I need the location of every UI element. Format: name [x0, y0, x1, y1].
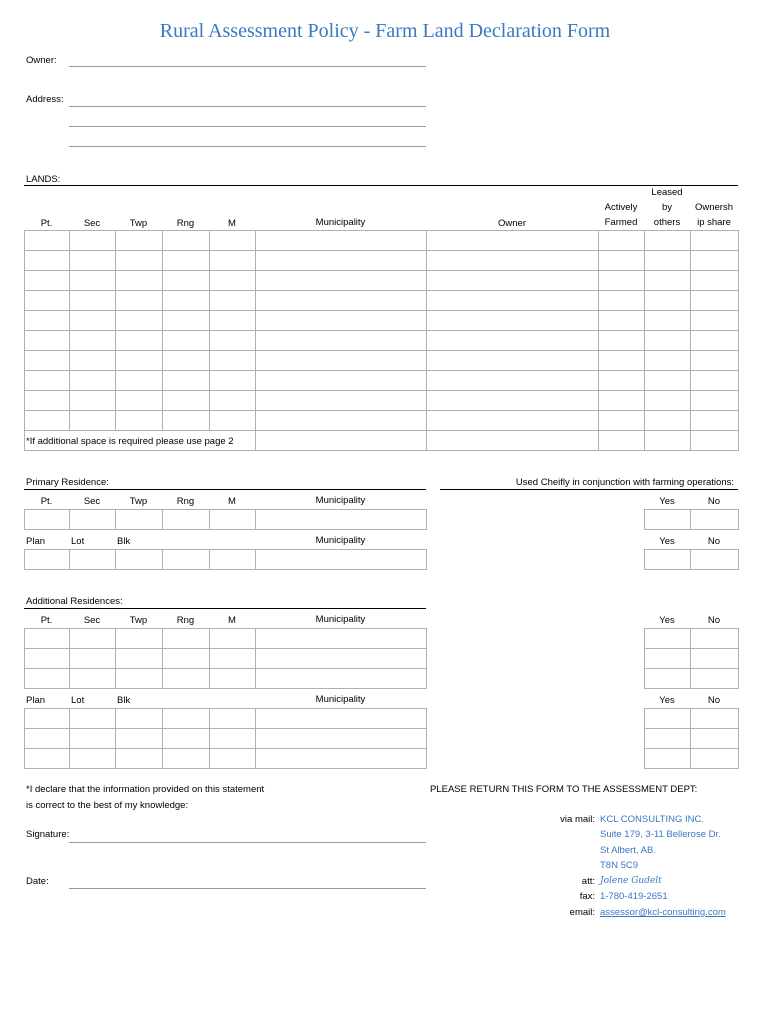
col-twp: Twp	[129, 218, 148, 229]
table-cell[interactable]	[256, 351, 427, 371]
no-cell[interactable]	[691, 749, 739, 769]
table-cell[interactable]	[70, 510, 116, 530]
table-cell[interactable]	[163, 411, 210, 431]
table-cell[interactable]	[691, 431, 739, 451]
table-row[interactable]	[25, 411, 739, 431]
residence-col-header: Sec	[83, 496, 101, 507]
primary-residence-label: Primary Residence:	[26, 477, 109, 488]
residence-col-header: Blk	[117, 695, 131, 706]
table-cell[interactable]	[691, 271, 739, 291]
table-cell[interactable]	[427, 311, 599, 331]
additional-rule	[24, 608, 426, 609]
company-address-1: Suite 179, 3-11 Bellerose Dr.	[600, 829, 721, 840]
table-row[interactable]	[645, 629, 739, 649]
residence-col-yes: Yes	[659, 536, 675, 547]
table-cell[interactable]	[210, 709, 256, 729]
additional-residences-label: Additional Residences:	[26, 596, 123, 607]
table-cell[interactable]	[116, 271, 163, 291]
residence-col-yes: Yes	[659, 496, 675, 507]
table-cell[interactable]	[163, 749, 210, 769]
table-row[interactable]	[25, 669, 427, 689]
table-cell[interactable]	[70, 331, 116, 351]
return-heading: PLEASE RETURN THIS FORM TO THE ASSESSMENT DEPT:	[430, 784, 698, 795]
residence-col-header: Plan	[26, 536, 46, 547]
table-cell[interactable]	[427, 431, 599, 451]
table-cell[interactable]	[210, 271, 256, 291]
table-cell[interactable]	[116, 291, 163, 311]
no-cell[interactable]	[691, 629, 739, 649]
table-cell[interactable]	[70, 411, 116, 431]
table-cell[interactable]	[599, 331, 645, 351]
residence-col-header: Lot	[71, 536, 85, 547]
farming-use-grid[interactable]	[644, 708, 739, 769]
table-cell[interactable]	[25, 391, 70, 411]
table-cell[interactable]	[116, 411, 163, 431]
col-leased-2: by	[661, 202, 673, 213]
table-cell[interactable]	[163, 649, 210, 669]
col-sec: Sec	[83, 218, 101, 229]
table-row[interactable]	[25, 550, 427, 570]
table-cell[interactable]	[163, 231, 210, 251]
table-cell[interactable]	[427, 411, 599, 431]
table-cell[interactable]	[645, 411, 691, 431]
residence-col-municipality: Municipality	[315, 694, 366, 705]
table-row[interactable]	[25, 391, 739, 411]
residence-col-municipality: Municipality	[315, 535, 366, 546]
table-cell[interactable]	[116, 351, 163, 371]
table-cell[interactable]	[70, 749, 116, 769]
table-cell[interactable]	[70, 291, 116, 311]
table-row[interactable]	[25, 231, 739, 251]
col-owner: Owner	[498, 218, 526, 229]
table-row[interactable]	[25, 649, 427, 669]
table-cell[interactable]	[70, 351, 116, 371]
farming-use-grid[interactable]	[644, 628, 739, 689]
table-cell[interactable]	[116, 311, 163, 331]
address-field-line-1[interactable]	[69, 106, 426, 107]
table-cell[interactable]	[691, 351, 739, 371]
yes-cell[interactable]	[645, 729, 691, 749]
table-cell[interactable]	[256, 391, 427, 411]
col-leased-1: Leased	[651, 187, 683, 198]
table-cell[interactable]	[116, 709, 163, 729]
table-cell[interactable]	[645, 351, 691, 371]
table-cell[interactable]	[645, 231, 691, 251]
table-cell[interactable]	[210, 510, 256, 530]
residence-col-header: Rng	[176, 615, 195, 626]
col-pt: Pt.	[40, 218, 53, 229]
table-cell[interactable]	[427, 271, 599, 291]
table-cell[interactable]	[70, 649, 116, 669]
address-field-line-2[interactable]	[69, 126, 426, 127]
table-cell[interactable]	[256, 251, 427, 271]
table-cell[interactable]	[599, 431, 645, 451]
table-row[interactable]	[645, 510, 739, 530]
table-cell[interactable]	[256, 331, 427, 351]
col-actively-1: Actively	[604, 202, 638, 213]
table-cell[interactable]	[163, 331, 210, 351]
no-cell[interactable]	[691, 510, 739, 530]
date-label: Date:	[26, 876, 49, 887]
table-cell[interactable]	[25, 510, 70, 530]
residence-col-municipality: Municipality	[315, 614, 366, 625]
table-cell[interactable]	[116, 331, 163, 351]
table-row[interactable]	[25, 251, 739, 271]
table-cell[interactable]	[599, 271, 645, 291]
table-cell[interactable]	[210, 391, 256, 411]
table-cell[interactable]	[70, 251, 116, 271]
table-cell[interactable]	[599, 311, 645, 331]
table-cell[interactable]	[427, 231, 599, 251]
col-rng: Rng	[176, 218, 195, 229]
signature-label: Signature:	[26, 829, 70, 840]
page-title: Rural Assessment Policy - Farm Land Declaration Form	[159, 20, 611, 42]
table-cell[interactable]	[256, 271, 427, 291]
yes-cell[interactable]	[645, 709, 691, 729]
table-row[interactable]	[645, 649, 739, 669]
col-ownership-1: Ownersh	[694, 202, 733, 213]
no-cell[interactable]	[691, 550, 739, 570]
residence-col-no: No	[707, 536, 721, 547]
residence-grid[interactable]	[24, 708, 427, 769]
table-cell[interactable]	[427, 251, 599, 271]
yes-cell[interactable]	[645, 749, 691, 769]
table-row[interactable]	[645, 749, 739, 769]
table-row[interactable]	[25, 729, 427, 749]
table-cell[interactable]	[163, 251, 210, 271]
table-cell[interactable]	[163, 709, 210, 729]
col-leased-3: others	[653, 217, 681, 228]
table-cell[interactable]	[163, 550, 210, 570]
table-cell[interactable]	[256, 709, 427, 729]
table-row[interactable]	[25, 331, 739, 351]
residence-grid[interactable]	[24, 509, 427, 530]
table-cell[interactable]	[25, 311, 70, 331]
yes-cell[interactable]	[645, 649, 691, 669]
fax-number: 1-780-419-2651	[600, 891, 668, 902]
table-cell[interactable]	[70, 311, 116, 331]
table-cell[interactable]	[25, 649, 70, 669]
table-cell[interactable]	[116, 251, 163, 271]
address-field-line-3[interactable]	[69, 146, 426, 147]
att-name: Jolene Gudelt	[600, 876, 662, 886]
via-mail-label: via mail:	[560, 814, 595, 825]
table-row[interactable]	[25, 351, 739, 371]
table-cell[interactable]	[645, 371, 691, 391]
residence-col-no: No	[707, 615, 721, 626]
table-cell[interactable]	[70, 629, 116, 649]
table-cell[interactable]	[70, 271, 116, 291]
no-cell[interactable]	[691, 729, 739, 749]
residence-col-no: No	[707, 695, 721, 706]
table-cell[interactable]	[70, 550, 116, 570]
table-cell[interactable]	[70, 231, 116, 251]
table-cell[interactable]	[210, 729, 256, 749]
table-cell[interactable]	[427, 371, 599, 391]
col-actively-2: Farmed	[604, 217, 638, 228]
table-cell[interactable]	[70, 729, 116, 749]
farming-use-grid[interactable]	[644, 549, 739, 570]
table-row[interactable]	[645, 729, 739, 749]
table-cell[interactable]	[256, 669, 427, 689]
table-cell[interactable]	[70, 391, 116, 411]
table-row[interactable]	[25, 271, 739, 291]
no-cell[interactable]	[691, 669, 739, 689]
table-cell[interactable]	[256, 749, 427, 769]
table-cell[interactable]	[116, 510, 163, 530]
table-cell[interactable]	[210, 371, 256, 391]
residence-col-header: Sec	[83, 615, 101, 626]
table-cell[interactable]	[691, 331, 739, 351]
residence-col-header: M	[228, 615, 236, 626]
farming-use-grid[interactable]	[644, 509, 739, 530]
primary-rule-left	[24, 489, 426, 490]
residence-col-header: Twp	[129, 496, 148, 507]
residence-col-header: Pt.	[40, 615, 53, 626]
table-cell[interactable]	[116, 550, 163, 570]
table-cell[interactable]	[210, 749, 256, 769]
table-cell[interactable]	[691, 391, 739, 411]
residence-col-yes: Yes	[659, 695, 675, 706]
table-cell[interactable]	[645, 391, 691, 411]
yes-cell[interactable]	[645, 510, 691, 530]
residence-col-no: No	[707, 496, 721, 507]
lands-rule	[24, 185, 738, 186]
table-row[interactable]	[25, 709, 427, 729]
table-cell[interactable]	[25, 291, 70, 311]
company-name: KCL CONSULTING INC.	[600, 814, 704, 825]
table-cell[interactable]	[25, 411, 70, 431]
table-cell[interactable]	[645, 311, 691, 331]
table-cell[interactable]	[691, 371, 739, 391]
table-cell[interactable]	[691, 411, 739, 431]
table-row[interactable]	[645, 669, 739, 689]
residence-col-header: M	[228, 496, 236, 507]
table-row[interactable]	[25, 311, 739, 331]
table-cell[interactable]	[691, 291, 739, 311]
table-cell[interactable]	[599, 291, 645, 311]
table-cell[interactable]	[256, 629, 427, 649]
table-cell[interactable]	[163, 351, 210, 371]
table-cell[interactable]	[25, 251, 70, 271]
table-row[interactable]	[25, 749, 427, 769]
table-cell[interactable]	[25, 709, 70, 729]
table-cell[interactable]	[25, 351, 70, 371]
table-cell[interactable]	[163, 669, 210, 689]
table-cell[interactable]	[645, 331, 691, 351]
table-cell[interactable]	[25, 550, 70, 570]
table-cell[interactable]	[256, 431, 427, 451]
table-cell[interactable]	[210, 291, 256, 311]
no-cell[interactable]	[691, 709, 739, 729]
residence-col-header: Blk	[117, 536, 131, 547]
table-cell[interactable]	[210, 649, 256, 669]
fax-label: fax:	[579, 891, 595, 902]
table-cell[interactable]	[116, 669, 163, 689]
table-cell[interactable]	[25, 231, 70, 251]
table-row[interactable]	[25, 629, 427, 649]
table-cell[interactable]	[25, 669, 70, 689]
table-cell[interactable]	[645, 431, 691, 451]
residence-grid[interactable]	[24, 549, 427, 570]
table-cell[interactable]	[70, 669, 116, 689]
table-cell[interactable]	[116, 649, 163, 669]
table-cell[interactable]	[256, 231, 427, 251]
table-row[interactable]	[25, 371, 739, 391]
lands-table[interactable]	[24, 230, 739, 451]
table-cell[interactable]	[163, 291, 210, 311]
residence-col-header: Lot	[71, 695, 85, 706]
table-row[interactable]	[645, 709, 739, 729]
table-row[interactable]	[25, 291, 739, 311]
owner-field[interactable]	[69, 66, 426, 67]
residence-col-header: Twp	[129, 615, 148, 626]
table-cell[interactable]	[256, 649, 427, 669]
email-link[interactable]: assessor@kcl-consulting.com	[600, 907, 726, 918]
table-cell[interactable]	[256, 550, 427, 570]
table-cell[interactable]	[691, 251, 739, 271]
table-cell[interactable]	[210, 251, 256, 271]
col-ownership-2: ip share	[697, 217, 731, 228]
table-cell[interactable]	[691, 311, 739, 331]
table-cell[interactable]	[427, 291, 599, 311]
table-cell[interactable]	[210, 411, 256, 431]
table-cell[interactable]	[163, 729, 210, 749]
table-cell[interactable]	[25, 729, 70, 749]
residence-col-header: Pt.	[40, 496, 53, 507]
table-cell[interactable]	[256, 411, 427, 431]
date-field[interactable]	[69, 888, 426, 889]
table-cell[interactable]	[25, 271, 70, 291]
table-cell[interactable]	[691, 231, 739, 251]
email-label: email:	[569, 907, 595, 918]
table-cell[interactable]	[70, 709, 116, 729]
table-cell[interactable]	[210, 331, 256, 351]
table-cell[interactable]	[163, 311, 210, 331]
residence-col-yes: Yes	[659, 615, 675, 626]
table-cell[interactable]	[163, 510, 210, 530]
table-cell[interactable]	[116, 749, 163, 769]
residence-col-municipality: Municipality	[315, 495, 366, 506]
table-cell[interactable]	[163, 629, 210, 649]
table-row[interactable]	[645, 550, 739, 570]
table-cell[interactable]	[116, 231, 163, 251]
table-cell[interactable]	[163, 391, 210, 411]
col-m: M	[228, 218, 236, 229]
table-cell[interactable]	[256, 371, 427, 391]
table-cell[interactable]	[645, 291, 691, 311]
farming-use-label: Used Cheifly in conjunction with farming operations:	[515, 477, 734, 488]
residence-grid[interactable]	[24, 628, 427, 689]
table-cell[interactable]	[599, 371, 645, 391]
table-cell[interactable]	[210, 669, 256, 689]
table-cell[interactable]	[256, 291, 427, 311]
table-cell[interactable]	[210, 351, 256, 371]
att-label: att:	[581, 876, 595, 887]
table-cell[interactable]	[163, 371, 210, 391]
table-cell[interactable]	[427, 331, 599, 351]
lands-note: *If additional space is required please use page 2	[26, 436, 234, 447]
table-cell[interactable]	[116, 371, 163, 391]
table-cell[interactable]	[25, 629, 70, 649]
table-cell[interactable]	[25, 371, 70, 391]
table-cell[interactable]	[210, 231, 256, 251]
table-cell[interactable]	[256, 510, 427, 530]
table-cell[interactable]	[599, 231, 645, 251]
signature-field[interactable]	[69, 842, 426, 843]
yes-cell[interactable]	[645, 669, 691, 689]
no-cell[interactable]	[691, 649, 739, 669]
table-cell[interactable]	[599, 411, 645, 431]
residence-col-header: Plan	[26, 695, 46, 706]
col-municipality: Municipality	[315, 217, 366, 228]
table-cell[interactable]	[116, 729, 163, 749]
declaration-line-1: *I declare that the information provided on this statement	[26, 784, 265, 795]
table-row[interactable]	[25, 510, 427, 530]
company-postal: T8N 5C9	[600, 860, 639, 871]
table-cell[interactable]	[116, 629, 163, 649]
owner-label: Owner:	[26, 55, 57, 66]
table-cell[interactable]	[256, 729, 427, 749]
declaration-line-2: is correct to the best of my knowledge:	[26, 800, 189, 811]
table-cell[interactable]	[427, 391, 599, 411]
yes-cell[interactable]	[645, 629, 691, 649]
table-cell[interactable]	[25, 749, 70, 769]
yes-cell[interactable]	[645, 550, 691, 570]
table-cell[interactable]	[256, 311, 427, 331]
table-cell[interactable]	[599, 391, 645, 411]
table-cell[interactable]	[70, 371, 116, 391]
table-cell[interactable]	[210, 629, 256, 649]
lands-label: LANDS:	[26, 174, 61, 185]
table-cell[interactable]	[210, 550, 256, 570]
table-cell[interactable]	[599, 251, 645, 271]
residence-col-header: Rng	[176, 496, 195, 507]
address-label: Address:	[26, 94, 64, 105]
table-cell[interactable]	[163, 271, 210, 291]
table-cell[interactable]	[645, 251, 691, 271]
company-address-2: St Albert, AB.	[600, 845, 656, 856]
table-cell[interactable]	[599, 351, 645, 371]
table-cell[interactable]	[116, 391, 163, 411]
table-cell[interactable]	[25, 331, 70, 351]
table-cell[interactable]	[210, 311, 256, 331]
table-cell[interactable]	[645, 271, 691, 291]
primary-rule-right	[440, 489, 738, 490]
table-cell[interactable]	[427, 351, 599, 371]
